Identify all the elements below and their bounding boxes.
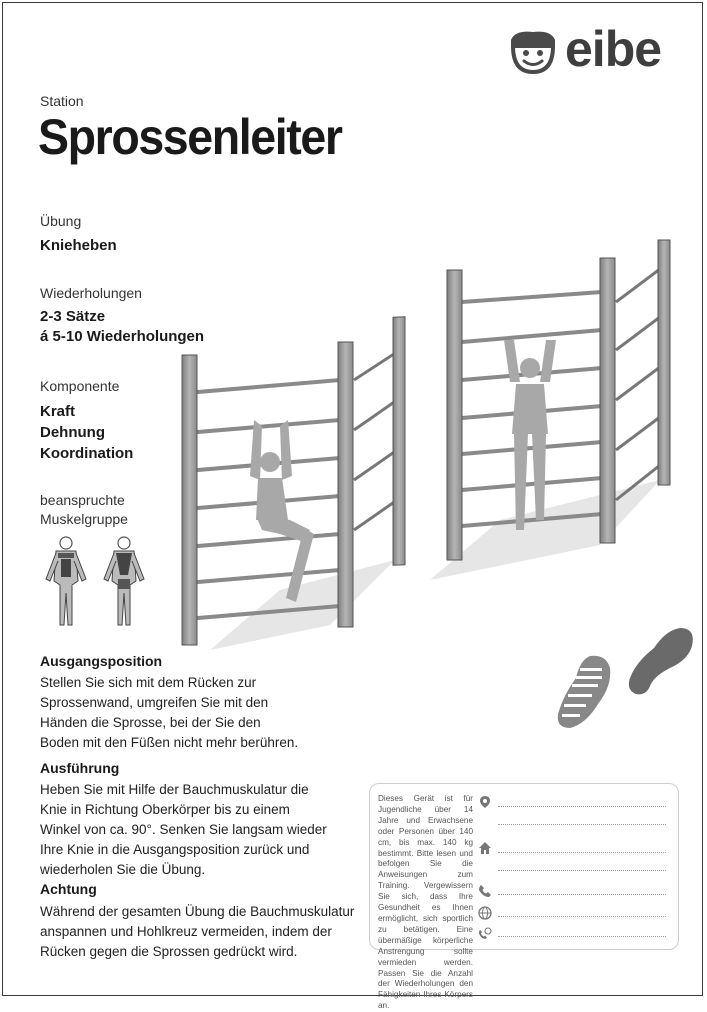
component-coordination: Koordination	[40, 445, 134, 462]
page-title: Sprossenleiter	[38, 109, 342, 165]
section-body-caution	[40, 902, 360, 962]
footprint-icon	[629, 628, 693, 694]
text-line: Knie in Richtung Oberkörper bis zu einem	[40, 802, 290, 817]
home-line-2[interactable]	[498, 870, 666, 871]
repetitions-label: Wiederholungen	[40, 285, 142, 301]
phone-icon	[478, 884, 492, 898]
text-line: Ihre Knie in die Ausgangsposition zurück und	[40, 842, 310, 857]
home-line-1[interactable]	[498, 852, 666, 853]
text-line: Händen die Sprosse, bei der Sie den	[40, 715, 261, 730]
text-line: anspannen und Hohlkreuz vermeiden, indem der	[40, 924, 332, 939]
brand-logo	[505, 20, 685, 80]
component-label: Komponente	[40, 378, 120, 394]
component-stretching: Dehnung	[40, 424, 105, 441]
safety-notice: Dieses Gerät ist für Jugendliche über 14 Jahre und Erwachsene oder Personen über 140 cm, bis max. 140 kg bestimmt. Bitte lesen und befolgen Sie die Anweisungen zum Training. Vergewissern Sie sich, dass Ihre Gesundheit es Ihnen ermöglicht, sich sportlich zu betätigen. Eine übermäßige körperliche Anstrengung sollte vermieden werden. Passen Sie die Anzahl der Wiederholungen den Fähigkeiten Ihres Körpers an.	[378, 794, 473, 1011]
address-line-1[interactable]	[498, 806, 666, 807]
text-line: Sprossenwand, umgreifen Sie mit den	[40, 695, 269, 710]
text-line: Stellen Sie sich mit dem Rücken zur	[40, 675, 257, 690]
muscle-front-figure	[46, 537, 86, 625]
repetitions-sets: 2-3 Sätze	[40, 308, 106, 325]
ladder-illustration	[170, 230, 690, 660]
section-body-start-position	[40, 673, 360, 753]
section-title-execution: Ausführung	[40, 760, 120, 776]
muscle-group-label: beanspruchte Muskelgruppe	[40, 492, 128, 527]
contact-line[interactable]	[498, 936, 666, 937]
station-label: Station	[40, 93, 84, 109]
smiley-logo-icon	[505, 26, 561, 78]
shoe-prints	[550, 620, 700, 740]
home-icon	[478, 841, 492, 855]
globe-icon	[478, 906, 492, 920]
website-line[interactable]	[498, 916, 666, 917]
location-pin-icon	[478, 795, 492, 809]
text-line: wiederholen Sie die Übung.	[40, 862, 206, 877]
section-title-caution: Achtung	[40, 881, 97, 897]
muscle-group-diagram	[38, 535, 156, 633]
chat-phone-icon	[478, 927, 492, 941]
text-line: Während der gesamten Übung die Bauchmuskulatur	[40, 904, 355, 919]
section-title-start-position: Ausgangsposition	[40, 653, 163, 669]
figure-hanging	[504, 340, 556, 530]
exercise-value: Knieheben	[40, 237, 117, 254]
brand-name: eibe	[565, 21, 662, 77]
component-strength: Kraft	[40, 403, 76, 420]
exercise-label: Übung	[40, 213, 82, 229]
address-line-2[interactable]	[498, 824, 666, 825]
text-line: Rücken gegen die Sprossen gedrückt wird.	[40, 944, 298, 959]
text-line: Boden mit den Füßen nicht mehr berühren.	[40, 735, 299, 750]
section-body-execution	[40, 780, 360, 880]
phone-line[interactable]	[498, 894, 666, 895]
ladder-left	[182, 317, 405, 645]
info-box	[369, 783, 679, 1011]
repetitions-count: á 5-10 Wiederholungen	[40, 328, 205, 345]
ground-shadow-right	[430, 480, 660, 580]
sneaker-sole-icon	[558, 656, 611, 728]
text-line: Winkel von ca. 90°. Senken Sie langsam wieder	[40, 822, 327, 837]
muscle-back-figure	[104, 537, 144, 625]
text-line: Heben Sie mit Hilfe der Bauchmuskulatur die	[40, 782, 309, 797]
